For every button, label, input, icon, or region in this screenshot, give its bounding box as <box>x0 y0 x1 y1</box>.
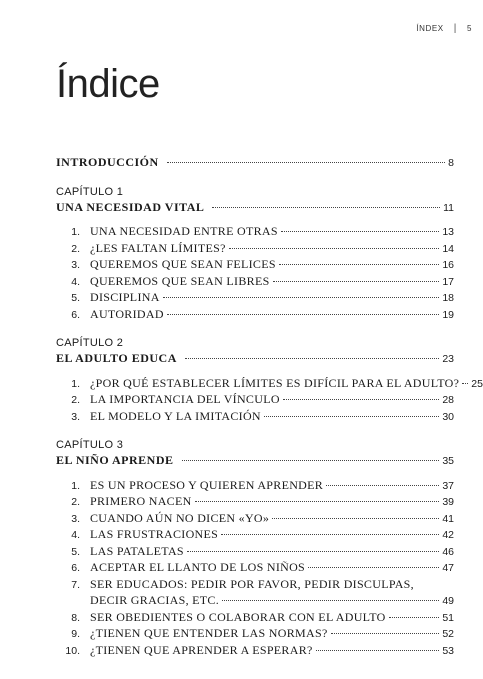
toc-item[interactable] <box>56 409 454 426</box>
item-title: ACEPTAR EL LLANTO DE LOS NIÑOS <box>90 560 306 574</box>
item-number: 3. <box>71 259 80 271</box>
item-number: 2. <box>71 242 80 255</box>
dot-leader <box>281 231 439 232</box>
toc-item[interactable] <box>56 274 454 291</box>
toc-page-number: 16 <box>442 259 454 271</box>
item-number: 6. <box>71 308 80 321</box>
dot-leader <box>167 162 445 163</box>
item-number: 8. <box>71 611 80 624</box>
toc-chapter-1[interactable] <box>56 200 454 217</box>
dot-leader <box>283 399 440 400</box>
toc-item[interactable] <box>56 257 454 274</box>
item-number: 4. <box>71 275 80 288</box>
chapter-label: CAPÍTULO 3 <box>56 439 124 451</box>
item-title: EL MODELO Y LA IMITACIÓN <box>90 408 261 423</box>
toc-page-number: 30 <box>442 410 454 423</box>
toc-page-number: 49 <box>442 595 454 607</box>
dot-leader <box>222 600 439 601</box>
item-number: 5. <box>71 292 80 304</box>
dot-leader <box>264 416 439 417</box>
item-title-continued: DECIR GRACIAS, ETC. <box>90 593 220 607</box>
item-number: 4. <box>71 529 80 541</box>
toc-entry-introduccion[interactable] <box>56 155 454 172</box>
item-title: UNA NECESIDAD ENTRE OTRAS <box>90 224 278 238</box>
item-title: CUANDO AÚN NO DICEN «YO» <box>90 510 270 525</box>
item-number: 10. <box>65 644 80 657</box>
toc-page-number: 37 <box>442 479 454 492</box>
toc-chapter-2[interactable] <box>56 351 454 368</box>
toc-item[interactable] <box>56 307 454 324</box>
toc-item[interactable] <box>56 375 483 393</box>
dot-leader <box>272 518 439 519</box>
item-number: 9. <box>71 628 80 640</box>
dot-leader <box>326 485 439 486</box>
item-title: AUTORIDAD <box>90 306 164 321</box>
item-number: 3. <box>71 410 80 423</box>
item-title: ¿TIENEN QUE ENTENDER LAS NORMAS? <box>90 626 328 640</box>
item-title: ¿POR QUÉ ESTABLECER LÍMITES ES DIFÍCIL PARA EL ADULTO? <box>90 375 460 390</box>
page-title: Índice <box>56 62 160 106</box>
running-header-section: ÍNDEX <box>416 24 444 33</box>
item-number: 3. <box>71 512 80 525</box>
toc-chapter-title: UNA NECESIDAD VITAL <box>56 199 205 214</box>
item-title: LA IMPORTANCIA DEL VÍNCULO <box>90 392 280 406</box>
chapter-label: CAPÍTULO 2 <box>56 337 124 349</box>
dot-leader <box>212 207 440 208</box>
toc-page-number: 53 <box>442 644 454 657</box>
toc-item[interactable] <box>56 290 454 307</box>
toc-page-number: 13 <box>442 226 454 238</box>
item-number: 7. <box>71 578 80 591</box>
toc-item-continuation[interactable] <box>56 593 454 610</box>
item-number: 5. <box>71 545 80 558</box>
dot-leader <box>182 460 440 461</box>
table-of-contents <box>56 155 483 659</box>
toc-item[interactable] <box>56 511 454 528</box>
toc-page-number: 17 <box>442 275 454 288</box>
item-title: DISCIPLINA <box>90 290 160 304</box>
toc-page-number: 23 <box>442 353 454 365</box>
toc-item[interactable] <box>56 478 454 495</box>
item-number: 1. <box>71 377 80 390</box>
item-number: 2. <box>71 394 80 406</box>
toc-page-number: 25 <box>471 377 483 390</box>
toc-item[interactable] <box>56 392 454 409</box>
toc-chapter-3[interactable] <box>56 453 454 470</box>
item-title: QUEREMOS QUE SEAN LIBRES <box>90 273 270 288</box>
toc-chapter-title: EL NIÑO APRENDE <box>56 453 174 467</box>
toc-entry-title: INTRODUCCIÓN <box>56 155 159 169</box>
dot-leader <box>221 534 439 535</box>
dot-leader <box>229 248 440 249</box>
item-title: QUEREMOS QUE SEAN FELICES <box>90 257 276 271</box>
toc-page-number: 52 <box>442 628 454 640</box>
dot-leader <box>187 551 439 552</box>
dot-leader <box>195 501 440 502</box>
dot-leader <box>163 297 440 298</box>
item-number: 6. <box>71 562 80 574</box>
toc-page-number: 28 <box>442 394 454 406</box>
item-title: LAS FRUSTRACIONES <box>90 527 219 541</box>
toc-page-number: 41 <box>442 512 454 525</box>
dot-leader <box>389 617 440 618</box>
item-title: ES UN PROCESO Y QUIEREN APRENDER <box>90 477 324 492</box>
dot-leader <box>167 314 440 315</box>
toc-item[interactable] <box>56 544 454 561</box>
header-separator: | <box>453 23 457 34</box>
item-title: LAS PATALETAS <box>90 543 184 558</box>
item-title: SER EDUCADOS: PEDIR POR FAVOR, PEDIR DISCULPAS, <box>90 576 414 591</box>
toc-page-number: 35 <box>442 455 454 467</box>
dot-leader <box>279 264 439 265</box>
toc-item[interactable] <box>56 560 454 577</box>
item-title: PRIMERO NACEN <box>90 494 192 508</box>
dot-leader <box>273 281 440 282</box>
item-number: 1. <box>71 226 80 238</box>
toc-page-number: 42 <box>442 529 454 541</box>
toc-item[interactable] <box>56 224 454 241</box>
toc-item[interactable] <box>56 577 454 594</box>
toc-page-number: 47 <box>442 562 454 574</box>
toc-page-number: 11 <box>443 201 454 214</box>
toc-item[interactable] <box>56 241 454 258</box>
item-number: 1. <box>71 479 80 492</box>
toc-item[interactable] <box>56 494 454 511</box>
toc-item[interactable] <box>56 527 454 544</box>
dot-leader <box>331 633 440 634</box>
dot-leader <box>185 358 439 359</box>
toc-item[interactable] <box>56 626 454 643</box>
item-number: 2. <box>71 496 80 508</box>
dot-leader <box>308 567 439 568</box>
toc-item[interactable] <box>56 643 454 660</box>
running-header <box>416 23 472 34</box>
toc-page-number: 46 <box>442 545 454 558</box>
dot-leader <box>316 650 440 651</box>
item-title: ¿TIENEN QUE APRENDER A ESPERAR? <box>90 642 313 657</box>
toc-item[interactable] <box>56 610 454 627</box>
toc-page-number: 39 <box>442 496 454 508</box>
dot-leader <box>462 383 468 384</box>
toc-page-number: 19 <box>442 308 454 321</box>
toc-page-number: 8 <box>448 157 454 169</box>
toc-page-number: 51 <box>442 611 454 624</box>
toc-page-number: 14 <box>442 242 454 255</box>
item-title: SER OBEDIENTES O COLABORAR CON EL ADULTO <box>90 609 386 624</box>
item-title: ¿LES FALTAN LÍMITES? <box>90 240 226 255</box>
toc-page-number: 18 <box>442 292 454 304</box>
running-header-page-number: 5 <box>466 24 472 33</box>
chapter-label: CAPÍTULO 1 <box>56 185 124 198</box>
toc-chapter-title: EL ADULTO EDUCA <box>56 351 177 365</box>
